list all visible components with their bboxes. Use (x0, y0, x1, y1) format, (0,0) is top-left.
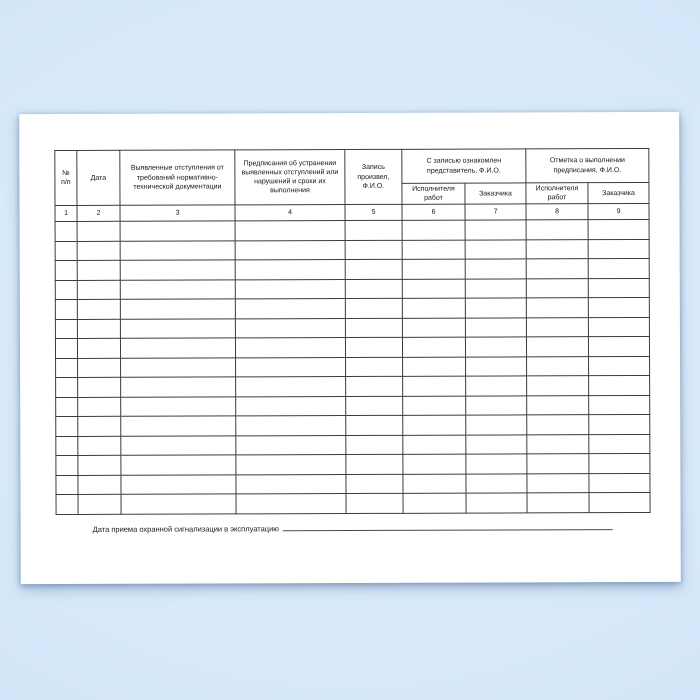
table-row (55, 278, 649, 300)
empty-cell (346, 396, 403, 416)
column-number-2: 2 (77, 205, 120, 221)
empty-cell (527, 356, 589, 376)
empty-cell (236, 357, 346, 377)
empty-cell (56, 417, 78, 437)
empty-cell (55, 241, 77, 261)
empty-cell (402, 318, 465, 338)
empty-cell (121, 416, 236, 436)
empty-cell (403, 357, 466, 377)
header-col-deviations: Выявленные отступления от требований нормативно-технической документации (120, 150, 235, 206)
empty-cell (56, 378, 78, 398)
empty-cell (78, 455, 121, 475)
empty-cell (345, 318, 402, 338)
empty-cell (465, 318, 526, 338)
empty-cell (346, 435, 403, 455)
empty-cell (589, 356, 650, 376)
empty-cell (55, 280, 77, 300)
document-page (19, 112, 681, 584)
empty-cell (589, 415, 650, 435)
table-row (55, 298, 649, 320)
empty-cell (345, 240, 402, 260)
empty-cell (235, 338, 345, 358)
empty-cell (121, 397, 236, 417)
empty-cell (346, 474, 403, 494)
header-col-number: № п/п (55, 150, 77, 205)
table-row (56, 434, 650, 456)
empty-cell (402, 298, 465, 318)
empty-cell (589, 473, 650, 493)
empty-cell (78, 377, 121, 397)
empty-cell (346, 455, 403, 475)
empty-cell (235, 299, 345, 319)
acceptance-date-line (93, 520, 613, 534)
empty-cell (121, 455, 236, 475)
empty-cell (403, 415, 466, 435)
empty-cell (527, 395, 589, 415)
empty-cell (120, 319, 235, 339)
empty-cell (527, 454, 589, 474)
empty-cell (78, 494, 121, 514)
empty-cell (78, 436, 121, 456)
table-row (56, 454, 650, 476)
empty-cell (55, 261, 77, 281)
empty-cell (56, 397, 78, 417)
empty-cell (55, 339, 77, 359)
column-number-1: 1 (55, 206, 77, 222)
empty-cell (526, 317, 588, 337)
column-number-5: 5 (345, 205, 402, 221)
empty-cell (235, 221, 345, 241)
header-col-recorded-by: Запись произвел, Ф.И.О. (345, 149, 402, 204)
empty-cell (526, 337, 588, 357)
empty-cell (56, 358, 78, 378)
empty-cell (465, 337, 526, 357)
empty-cell (56, 436, 78, 456)
empty-cell (55, 319, 77, 339)
empty-cell (121, 494, 236, 514)
table-row (55, 239, 649, 261)
empty-cell (588, 278, 649, 298)
empty-cell (526, 278, 588, 298)
empty-cell (527, 493, 589, 513)
empty-cell (466, 396, 527, 416)
table-row (55, 317, 649, 339)
header-group-completion: Отметка о выполнении предписания, Ф.И.О. (526, 148, 649, 182)
empty-cell (78, 397, 121, 417)
empty-cell (77, 280, 120, 300)
empty-cell (465, 298, 526, 318)
empty-cell (465, 220, 526, 240)
inspection-log-table (54, 148, 650, 515)
empty-cell (589, 454, 650, 474)
empty-cell (588, 259, 649, 279)
header-sub-customer-acknowledged: Заказчика (465, 183, 526, 204)
empty-cell (588, 220, 649, 240)
empty-cell (121, 358, 236, 378)
empty-cell (403, 493, 466, 513)
empty-cell (526, 298, 588, 318)
empty-cell (527, 434, 589, 454)
empty-cell (120, 221, 235, 241)
empty-cell (402, 337, 465, 357)
empty-cell (588, 298, 649, 318)
empty-cell (78, 416, 121, 436)
header-col-date: Дата (77, 150, 120, 205)
acceptance-date-blank-line (283, 520, 613, 531)
empty-cell (346, 357, 403, 377)
empty-cell (121, 475, 236, 495)
empty-cell (77, 260, 120, 280)
header-group-acknowledged: С записью ознакомлен представитель, Ф.И.О. (402, 149, 526, 183)
empty-cell (236, 494, 346, 514)
header-col-prescriptions: Предписания об устранении выявленных отступлений или нарушений и сроки их выполнения (235, 150, 345, 206)
column-number-4: 4 (235, 205, 345, 221)
empty-cell (466, 474, 527, 494)
empty-cell (120, 280, 235, 300)
empty-cell (120, 241, 235, 261)
empty-cell (526, 239, 588, 259)
empty-cell (120, 338, 235, 358)
empty-cell (236, 435, 346, 455)
empty-cell (345, 338, 402, 358)
empty-cell (588, 239, 649, 259)
empty-cell (236, 455, 346, 475)
empty-cell (527, 473, 589, 493)
empty-cell (527, 415, 589, 435)
empty-cell (77, 338, 120, 358)
empty-cell (55, 222, 77, 242)
empty-cell (236, 396, 346, 416)
table-row (55, 259, 649, 281)
empty-cell (402, 240, 465, 260)
empty-cell (589, 395, 650, 415)
empty-cell (77, 299, 120, 319)
empty-cell (402, 259, 465, 279)
column-number-8: 8 (526, 204, 588, 220)
empty-cell (466, 435, 527, 455)
table-row (56, 493, 650, 515)
empty-cell (235, 279, 345, 299)
empty-cell (77, 221, 120, 241)
empty-cell (465, 259, 526, 279)
empty-cell (403, 435, 466, 455)
empty-cell (589, 376, 650, 396)
table-row (55, 220, 649, 242)
table-row (56, 415, 650, 437)
empty-cell (346, 377, 403, 397)
table-row (56, 395, 650, 417)
header-sub-executor-acknowledged: Исполнителя работ (402, 183, 465, 204)
empty-cell (589, 434, 650, 454)
empty-cell (236, 377, 346, 397)
empty-cell (402, 220, 465, 240)
empty-cell (465, 240, 526, 260)
acceptance-date-label: Дата приема охранной сигнализации в эксплуатацию (92, 524, 279, 534)
column-number-3: 3 (120, 205, 235, 221)
empty-cell (120, 299, 235, 319)
empty-cell (56, 456, 78, 476)
empty-cell (466, 376, 527, 396)
empty-cell (345, 260, 402, 280)
empty-cell (345, 299, 402, 319)
empty-cell (466, 493, 527, 513)
header-sub-executor-completion: Исполнителя работ (526, 183, 588, 204)
empty-cell (466, 415, 527, 435)
empty-cell (527, 376, 589, 396)
empty-cell (120, 260, 235, 280)
table-row (56, 473, 650, 495)
empty-cell (55, 300, 77, 320)
empty-cell (588, 337, 649, 357)
header-sub-customer-completion: Заказчика (588, 182, 649, 203)
empty-cell (346, 416, 403, 436)
table-row (55, 337, 649, 359)
empty-cell (121, 436, 236, 456)
empty-cell (403, 454, 466, 474)
empty-cell (403, 396, 466, 416)
empty-cell (78, 475, 121, 495)
empty-cell (402, 279, 465, 299)
empty-cell (403, 474, 466, 494)
empty-cell (77, 241, 120, 261)
empty-cell (526, 220, 588, 240)
empty-cell (345, 221, 402, 241)
empty-cell (121, 377, 236, 397)
empty-cell (589, 493, 650, 513)
empty-cell (235, 240, 345, 260)
empty-cell (403, 376, 466, 396)
column-number-7: 7 (465, 204, 526, 220)
empty-cell (236, 416, 346, 436)
empty-cell (345, 279, 402, 299)
empty-cell (235, 318, 345, 338)
empty-cell (77, 319, 120, 339)
table-row (56, 376, 650, 398)
empty-cell (466, 454, 527, 474)
column-number-6: 6 (402, 204, 465, 220)
table-row (56, 356, 650, 378)
empty-cell (466, 357, 527, 377)
empty-cell (346, 494, 403, 514)
empty-cell (56, 475, 78, 495)
empty-cell (588, 317, 649, 337)
empty-cell (56, 495, 78, 515)
empty-cell (526, 259, 588, 279)
empty-cell (465, 279, 526, 299)
column-number-9: 9 (588, 204, 649, 220)
empty-cell (236, 474, 346, 494)
empty-cell (78, 358, 121, 378)
empty-cell (235, 260, 345, 280)
